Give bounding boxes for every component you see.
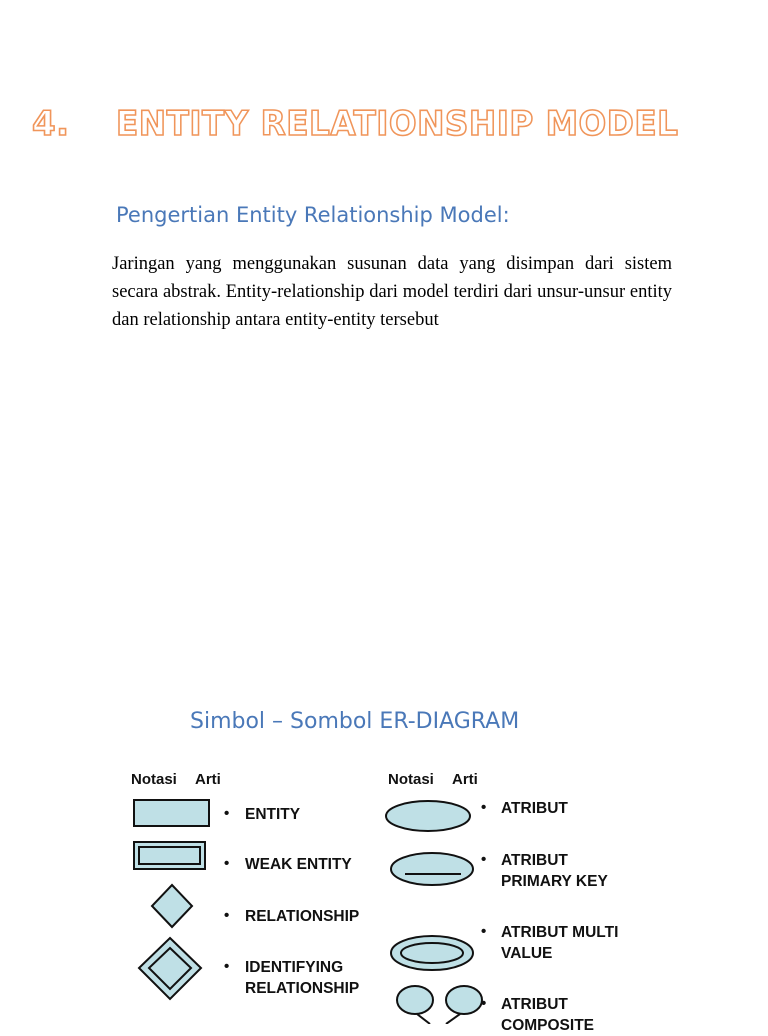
label-primary-key-line1: ATRIBUT [501, 852, 568, 869]
bullet: • [481, 851, 487, 868]
bullet: • [224, 907, 230, 924]
bullet: • [224, 958, 230, 975]
definition-paragraph: Jaringan yang menggunakan susunan data yang disimpan dari sistem secara abstrak. Entity-relationship dari model terdiri dari unsur-unsur entity dan relationship antara entity-entity tersebut [112, 254, 672, 330]
symbols-title: Simbol – Sombol ER-DIAGRAM [190, 709, 520, 734]
bullet: • [481, 799, 487, 816]
label-identifying-line1: IDENTIFYING [245, 959, 344, 976]
right-header-arti: Arti [452, 771, 478, 788]
right-header-notasi: Notasi [388, 771, 434, 788]
label-relationship: RELATIONSHIP [245, 908, 360, 925]
label-composite-line1: ATRIBUT [501, 996, 568, 1013]
left-header-notasi: Notasi [131, 771, 177, 788]
label-atribut: ATRIBUT [501, 800, 568, 817]
atribut-composite-symbol [397, 986, 433, 1014]
bullet: • [481, 923, 487, 940]
label-multi-value-line1: ATRIBUT MULTI [501, 924, 619, 941]
label-primary-key-line2: PRIMARY KEY [501, 873, 608, 890]
entity-symbol [134, 800, 209, 826]
bullet: • [481, 995, 487, 1012]
section-number: 4. [32, 104, 70, 144]
left-header-arti: Arti [195, 771, 221, 788]
label-composite-line2: COMPOSITE [501, 1017, 595, 1034]
relationship-symbol [152, 885, 192, 927]
section-title: ENTITY RELATIONSHIP MODEL [116, 104, 679, 144]
bullet: • [224, 855, 230, 872]
subtitle: Pengertian Entity Relationship Model: [116, 203, 510, 227]
label-identifying-line2: RELATIONSHIP [245, 980, 360, 997]
label-weak-entity: WEAK ENTITY [245, 856, 352, 873]
atribut-primary-key-symbol [391, 853, 473, 885]
label-multi-value-line2: VALUE [501, 945, 553, 962]
label-entity: ENTITY [245, 806, 301, 823]
atribut-symbol [386, 801, 470, 831]
bullet: • [224, 805, 230, 822]
